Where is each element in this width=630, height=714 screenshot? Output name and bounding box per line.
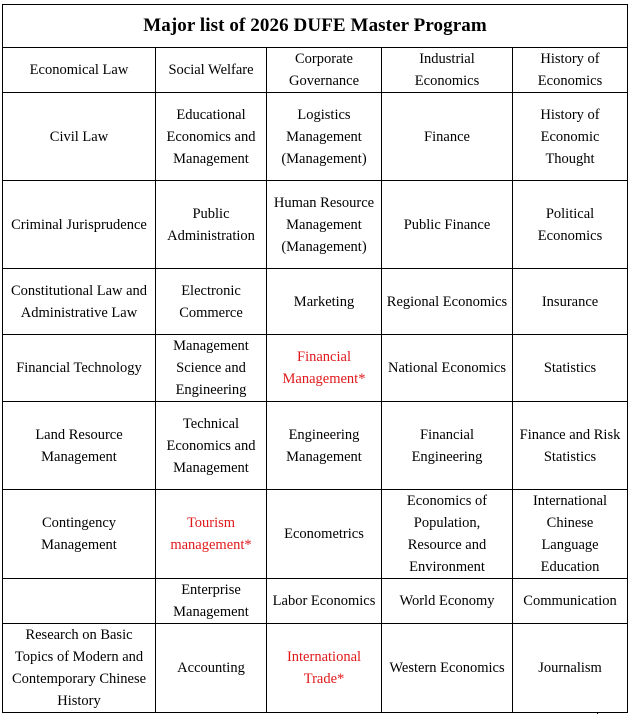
major-cell: Insurance bbox=[513, 269, 628, 335]
table-row bbox=[3, 624, 628, 713]
major-cell: Journalism bbox=[513, 624, 628, 713]
major-cell: Economics of Population, Resource and Environment bbox=[382, 490, 513, 579]
major-cell bbox=[3, 579, 156, 624]
major-cell: Financial Technology bbox=[3, 335, 156, 402]
major-cell: Economical Law bbox=[3, 48, 156, 93]
table-row bbox=[3, 490, 628, 579]
major-cell: Land Resource Management bbox=[3, 402, 156, 490]
major-cell: Contingency Management bbox=[3, 490, 156, 579]
major-cell: Civil Law bbox=[3, 93, 156, 181]
table-row bbox=[3, 48, 628, 93]
table-title: Major list of 2026 DUFE Master Program bbox=[3, 5, 628, 48]
major-cell: Accounting bbox=[156, 624, 267, 713]
table-row bbox=[3, 579, 628, 624]
major-list-table bbox=[2, 4, 628, 713]
table-row bbox=[3, 269, 628, 335]
major-cell: National Economics bbox=[382, 335, 513, 402]
major-cell: Political Economics bbox=[513, 181, 628, 269]
major-cell: Financial Management* bbox=[267, 335, 382, 402]
major-cell: Management Science and Engineering bbox=[156, 335, 267, 402]
major-cell: History of Economic Thought bbox=[513, 93, 628, 181]
major-cell: Western Economics bbox=[382, 624, 513, 713]
major-cell: World Economy bbox=[382, 579, 513, 624]
table-row bbox=[3, 181, 628, 269]
major-cell: Electronic Commerce bbox=[156, 269, 267, 335]
major-cell: Engineering Management bbox=[267, 402, 382, 490]
major-cell: Educational Economics and Management bbox=[156, 93, 267, 181]
major-cell: Criminal Jurisprudence bbox=[3, 181, 156, 269]
major-cell: Finance bbox=[382, 93, 513, 181]
major-cell: Human Resource Management (Management) bbox=[267, 181, 382, 269]
major-cell: Public Finance bbox=[382, 181, 513, 269]
major-cell: Statistics bbox=[513, 335, 628, 402]
title-row bbox=[3, 5, 628, 48]
major-cell: Finance and Risk Statistics bbox=[513, 402, 628, 490]
table-row bbox=[3, 402, 628, 490]
major-cell: Industrial Economics bbox=[382, 48, 513, 93]
table-row bbox=[3, 93, 628, 181]
major-cell: History of Economics bbox=[513, 48, 628, 93]
major-cell: Communication bbox=[513, 579, 628, 624]
major-cell: Public Administration bbox=[156, 181, 267, 269]
major-cell: Corporate Governance bbox=[267, 48, 382, 93]
major-cell: Research on Basic Topics of Modern and Contemporary Chinese History bbox=[3, 624, 156, 713]
major-cell: Enterprise Management bbox=[156, 579, 267, 624]
major-cell: Econometrics bbox=[267, 490, 382, 579]
major-cell: Labor Economics bbox=[267, 579, 382, 624]
major-cell: Technical Economics and Management bbox=[156, 402, 267, 490]
major-cell: Tourism management* bbox=[156, 490, 267, 579]
major-cell: Marketing bbox=[267, 269, 382, 335]
table-body bbox=[3, 48, 628, 713]
major-cell: Constitutional Law and Administrative Law bbox=[3, 269, 156, 335]
major-cell: International Trade* bbox=[267, 624, 382, 713]
major-cell: Logistics Management (Management) bbox=[267, 93, 382, 181]
major-cell: Financial Engineering bbox=[382, 402, 513, 490]
table-row bbox=[3, 335, 628, 402]
major-cell: Social Welfare bbox=[156, 48, 267, 93]
major-cell: Regional Economics bbox=[382, 269, 513, 335]
major-cell: International Chinese Language Education bbox=[513, 490, 628, 579]
